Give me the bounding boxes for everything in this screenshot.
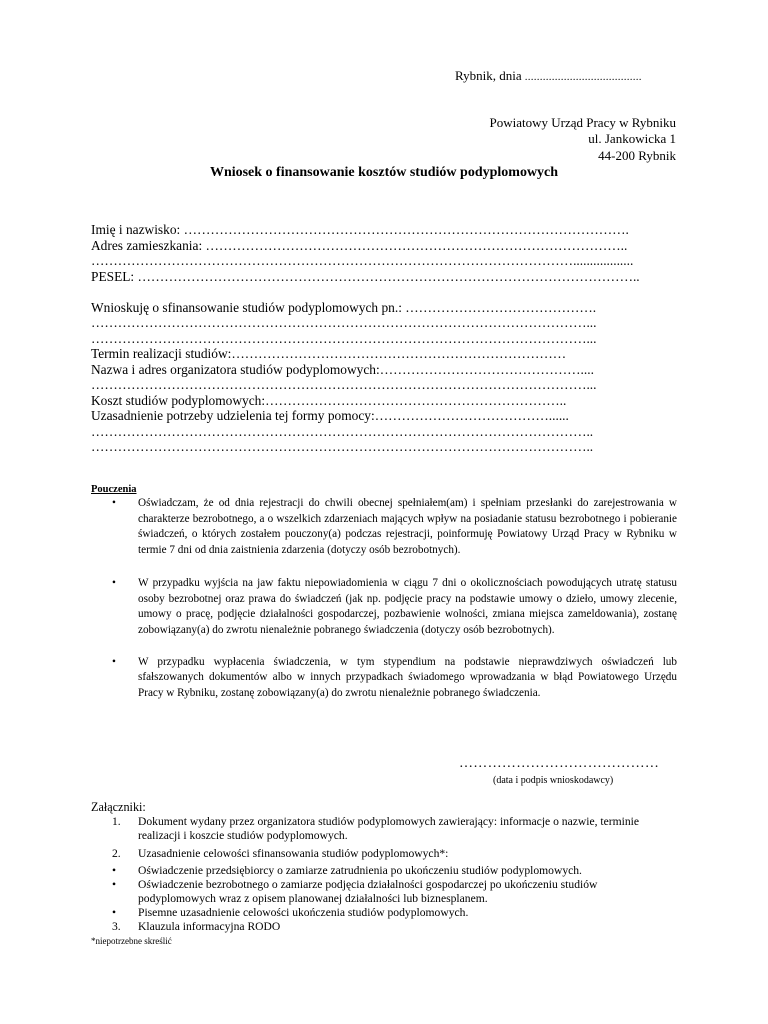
instructions-heading: Pouczenia xyxy=(91,484,137,495)
date-field[interactable]: ....................................... xyxy=(524,72,642,83)
attachment-text: Oświadczenie bezrobotnego o zamiarze podjęcia działalności gospodarczej po ukończeniu studiów podyplomowych wraz z opisem planowanej działalności lub biznesplanem. xyxy=(138,878,598,905)
studies-name-field-continued[interactable]: …………………………………………………………………………………………………... xyxy=(91,315,597,330)
address-field-continued[interactable]: ……………………………………………………………………………………………….................. xyxy=(91,253,634,268)
justification-field[interactable]: Uzasadnienie potrzeby udzielenia tej formy pomocy:…………………………………...... xyxy=(91,408,569,423)
instruction-item xyxy=(112,496,677,559)
applicant-form xyxy=(91,222,676,455)
attachment-marker: 2. xyxy=(112,846,121,860)
instruction-text: W przypadku wypłacenia świadczenia, w tym stypendium na podstawie nieprawdziwych oświadczeń lub sfałszowanych dokumentów albo w innych przypadkach świadomego wprowadzania w błąd Powiatowego Urzędu Pracy w Rybniku, zostanę zobowiązany(a) do zwrotu nienależnie pobranego świadczenia. xyxy=(138,655,677,700)
place-date-label: Rybnik, dnia xyxy=(455,68,522,83)
name-field[interactable]: Imię i nazwisko: ………………………………………………………………………………………. xyxy=(91,222,629,237)
recipient-city: 44-200 Rybnik xyxy=(598,148,676,163)
attachment-item xyxy=(112,920,667,934)
bullet-icon: • xyxy=(112,576,116,589)
bullet-icon: • xyxy=(112,864,117,878)
bullet-icon: • xyxy=(112,878,117,892)
attachments-list xyxy=(112,815,667,933)
attachment-text: Uzasadnienie celowości sfinansowania studiów podyplomowych*: xyxy=(138,846,449,860)
signature-field[interactable]: …………………………………… xyxy=(459,756,660,771)
studies-name-field-continued[interactable]: …………………………………………………………………………………………………... xyxy=(91,330,597,346)
justification-field-continued[interactable]: ………………………………………………………………………………………………….. xyxy=(91,423,594,439)
attachment-item xyxy=(112,878,667,906)
instruction-text: W przypadku wyjścia na jaw faktu niepowiadomienia w ciągu 7 dni o okolicznościach powodujących utratę statusu osoby bezrobotnej oraz prawa do świadczeń (jak np. podjęcie pracy na podstawie umowy o dzieło, umowy zlecenie, umowy o pracę, podjęcie działalności gospodarczej, pozbawienie wolności, zmiana miejsca zameldowania), zostanę zobowiązany(a) do zwrotu nienależnie pobranego świadczenia (dotyczy osób bezrobotnych). xyxy=(138,576,677,636)
justification-field-continued[interactable]: ………………………………………………………………………………………………….. xyxy=(91,439,594,454)
instruction-item xyxy=(112,576,677,639)
study-period-field[interactable]: Termin realizacji studiów:………………………………………………………………… xyxy=(91,346,567,361)
instructions-list xyxy=(112,496,677,702)
attachment-text: Dokument wydany przez organizatora studiów podyplomowych zawierający: informacje o nazwie, terminie realizacji i koszcie studiów podyplomowych. xyxy=(138,815,640,842)
instruction-text: Oświadczam, że od dnia rejestracji do chwili obecnej spełniałem(am) i spełniam przesłanki do zarejestrowania w charakterze bezrobotnego, a o wszelkich zdarzeniach mających wpływ na posiadanie statusu bezrobotnego i pobieranie świadczeń, o których zostałem pouczony(a) podczas rejestracji, poinformuję Powiatowy Urząd Pracy w Rybniku w termie 7 dni od dnia zaistnienia zdarzenia (dotyczy osób bezrobotnych). xyxy=(138,497,677,557)
footnote: *niepotrzebne skreślić xyxy=(91,936,172,946)
pesel-field[interactable]: PESEL: ………………………………………………………………………………………………….. xyxy=(91,268,640,284)
recipient-street: ul. Jankowicka 1 xyxy=(588,131,676,146)
bullet-icon: • xyxy=(112,655,116,668)
organizer-field[interactable]: Nazwa i adres organizatora studiów podyplomowych:……………………………………….... xyxy=(91,361,594,377)
address-field[interactable]: Adres zamieszkania: ………………………………………………………………………………….. xyxy=(91,237,628,253)
organizer-field-continued[interactable]: …………………………………………………………………………………………………... xyxy=(91,377,597,392)
recipient-office: Powiatowy Urząd Pracy w Rybniku xyxy=(489,115,676,130)
form-spacer xyxy=(91,284,676,300)
signature-label: (data i podpis wnioskodawcy) xyxy=(493,775,614,786)
attachment-item xyxy=(112,815,667,843)
bullet-icon: • xyxy=(112,905,117,919)
document-title: Wniosek o finansowanie kosztów studiów podyplomowych xyxy=(209,165,559,180)
attachment-text: Oświadczenie przedsiębiorcy o zamiarze zatrudnienia po ukończeniu studiów podyplomowych. xyxy=(138,864,582,878)
cost-field[interactable]: Koszt studiów podyplomowych:………………………………………………………….. xyxy=(91,392,567,408)
attachment-item xyxy=(112,847,667,861)
place-date-line xyxy=(455,68,642,86)
attachment-item xyxy=(112,864,667,878)
studies-name-field[interactable]: Wnioskuję o sfinansowanie studiów podyplomowych pn.: ……………………………………. xyxy=(91,299,597,315)
attachment-marker: 1. xyxy=(112,815,121,828)
attachment-item xyxy=(112,906,667,920)
attachments-heading: Załączniki: xyxy=(91,800,146,814)
attachment-marker: 3. xyxy=(112,919,121,933)
attachment-text: Pisemne uzasadnienie celowości ukończenia studiów podyplomowych. xyxy=(138,905,469,919)
bullet-icon: • xyxy=(112,497,116,509)
instruction-item xyxy=(112,655,677,702)
attachment-text: Klauzula informacyjna RODO xyxy=(138,919,281,933)
